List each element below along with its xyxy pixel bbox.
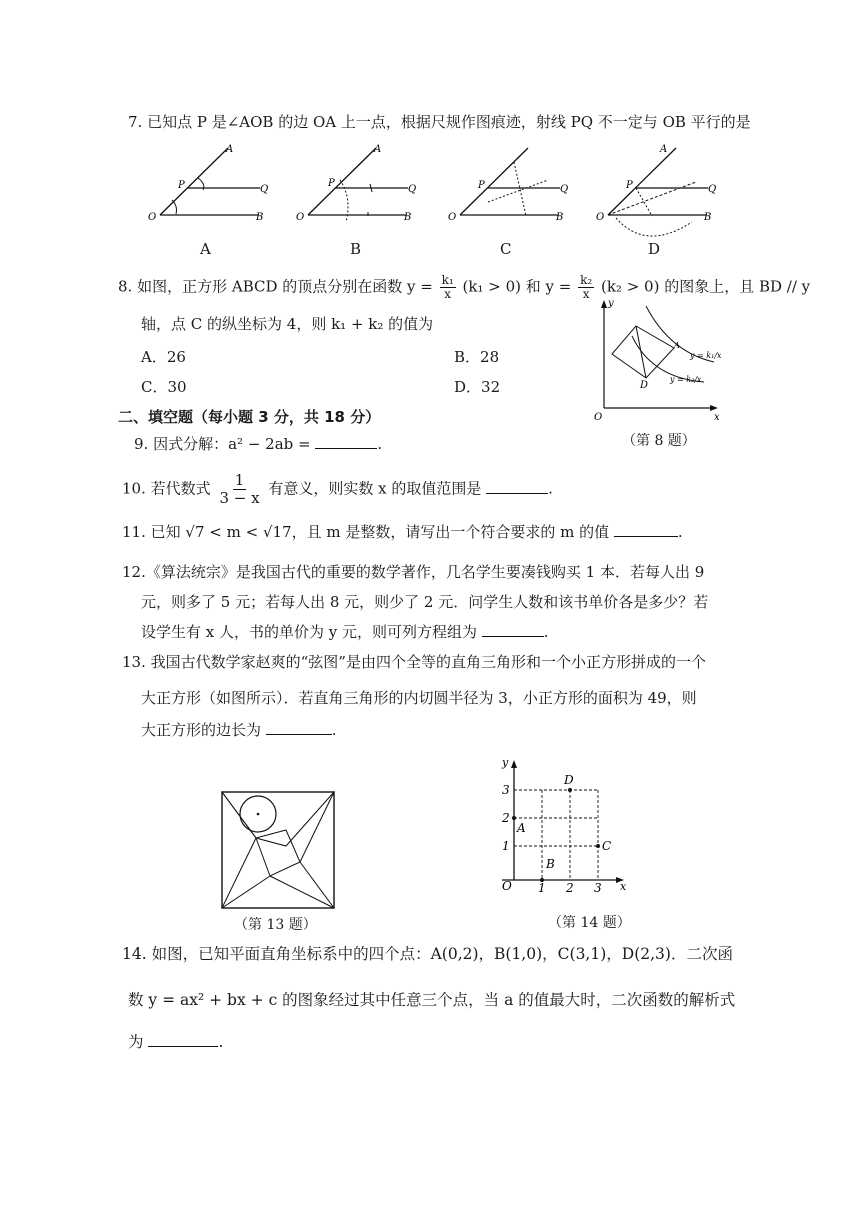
q8-option-c[interactable]: C．30	[141, 378, 187, 396]
q7a-label-b: B	[256, 212, 264, 223]
q14-fig-tick-y3: 3	[502, 783, 510, 797]
q7-option-c[interactable]: C	[500, 240, 512, 258]
q8-fig-label-x: x	[714, 412, 720, 423]
q7d-label-p: P	[626, 180, 633, 191]
q9-text: 9. 因式分解：a² − 2ab = .	[134, 435, 383, 453]
q7-text: 7. 已知点 P 是∠AOB 的边 OA 上一点，根据尺规作图痕迹，射线 PQ 不一定与 OB 平行的是	[128, 113, 751, 131]
q14-line2: 数 y = ax² + bx + c 的图象经过其中任意三个点，当 a 的值最大时，二次函数的解析式	[128, 991, 736, 1009]
q8-option-b[interactable]: B．28	[454, 348, 500, 366]
q7c-label-p: P	[478, 180, 485, 191]
q7-figure-b	[296, 140, 416, 230]
q8-caption: （第 8 题）	[622, 433, 696, 449]
q14-fig-tick-x1: 1	[538, 881, 546, 895]
q13-answer-blank[interactable]	[266, 720, 332, 735]
q8-fig-label-o: O	[594, 412, 603, 423]
q7d-label-q: Q	[708, 184, 717, 195]
q9-answer-blank[interactable]	[315, 434, 377, 449]
q8-option-d[interactable]: D．32	[454, 378, 501, 396]
q7c-label-b: B	[556, 212, 564, 223]
q13-line1: 13. 我国古代数学家赵爽的“弦图”是由四个全等的直角三角形和一个小正方形拼成的一个	[122, 653, 706, 671]
q14-fig-label-x: x	[620, 880, 627, 893]
q14-fig-point-d: D	[564, 773, 574, 787]
q13-line3: 大正方形的边长为 .	[141, 721, 337, 739]
q14-fig-point-a: A	[517, 821, 526, 835]
q8-text-line2: 轴，点 C 的纵坐标为 4，则 k₁ + k₂ 的值为	[141, 315, 434, 333]
q7d-label-b: B	[704, 212, 712, 223]
q14-fig-tick-x2: 2	[566, 881, 574, 895]
q8-figure	[590, 296, 730, 423]
q7a-label-o: O	[148, 212, 157, 223]
q7-figure-c	[448, 140, 568, 230]
q7a-label-q: Q	[260, 184, 269, 195]
q14-fig-tick-y1: 1	[502, 839, 510, 853]
q7-figure-d	[596, 140, 716, 250]
q8-fig-curve1: y = k₁/x	[690, 351, 722, 360]
q8-fig-label-d: D	[640, 380, 649, 391]
q8-fig-curve2: y = k₂/x	[670, 375, 702, 384]
q12-line2: 元，则多了 5 元；若每人出 8 元，则少了 2 元．问学生人数和该书单价各是多少？若	[141, 593, 709, 611]
q11-text: 11. 已知 √7 < m < √17，且 m 是整数，请写出一个符合要求的 m 的值 .	[122, 523, 683, 541]
q7b-label-b: B	[404, 212, 412, 223]
q14-fig-point-c: C	[602, 839, 612, 853]
q14-fig-tick-x3: 3	[594, 881, 602, 895]
q7d-label-a: A	[660, 144, 668, 155]
q14-fig-tick-y2: 2	[502, 811, 510, 825]
q13-figure	[220, 790, 336, 910]
q7-figure-a	[148, 140, 268, 230]
q7-option-d[interactable]: D	[648, 240, 661, 258]
q8-fig-label-a: A	[674, 341, 680, 350]
q12-line3: 设学生有 x 人，书的单价为 y 元，则可列方程组为 .	[141, 623, 549, 641]
q7b-label-q: Q	[408, 184, 417, 195]
q12-answer-blank[interactable]	[482, 622, 544, 637]
q7a-label-p: P	[178, 180, 185, 191]
q7c-label-o: O	[448, 212, 457, 223]
q8-option-a[interactable]: A．26	[141, 348, 186, 366]
q7-option-b[interactable]: B	[350, 240, 362, 258]
q14-fig-label-o: O	[502, 879, 512, 893]
q7b-label-o: O	[296, 212, 305, 223]
q10-answer-blank[interactable]	[486, 479, 548, 494]
q10-text: 10. 若代数式 $\frac{1}{3 - x}$ 有意义，则实数 x 的取值范围是 .	[122, 471, 553, 507]
q8-fig-label-y: y	[608, 298, 614, 309]
q14-caption: （第 14 题）	[548, 915, 631, 931]
q7a-label-a: A	[226, 144, 234, 155]
q7d-label-o: O	[596, 212, 605, 223]
q14-line1: 14. 如图，已知平面直角坐标系中的四个点：A(0,2)，B(1,0)，C(3,1)，D(2,3)．二次函	[122, 945, 733, 963]
q13-line2: 大正方形（如图所示）．若直角三角形的内切圆半径为 3，小正方形的面积为 49，则	[141, 689, 697, 707]
q11-answer-blank[interactable]	[614, 522, 678, 537]
q14-fig-label-y: y	[502, 756, 509, 769]
q14-line3: 为 .	[128, 1033, 224, 1051]
q14-fig-point-b: B	[546, 857, 555, 871]
section-2-heading: 二、填空题（每小题 3 分，共 18 分）	[118, 408, 381, 426]
q7c-label-q: Q	[560, 184, 569, 195]
q8-text-line1: 8. 如图，正方形 ABCD 的顶点分别在函数 y = $\frac{\text{k₁}}{x}$ (k₁ > 0) 和 y = $\frac{\text{k₂}}{x}$ (k₂ > 0) 的图象上，且 BD // y	[118, 273, 811, 301]
q12-line1: 12.《算法统宗》是我国古代的重要的数学著作，几名学生要凑钱购买 1 本．若每人出 9	[122, 563, 705, 581]
q7b-label-a: A	[374, 144, 382, 155]
q14-figure	[494, 756, 634, 896]
q7b-label-p: P	[328, 178, 335, 189]
q13-caption: （第 13 题）	[234, 917, 317, 933]
q14-answer-blank[interactable]	[148, 1032, 218, 1047]
q7-option-a[interactable]: A	[200, 240, 211, 258]
